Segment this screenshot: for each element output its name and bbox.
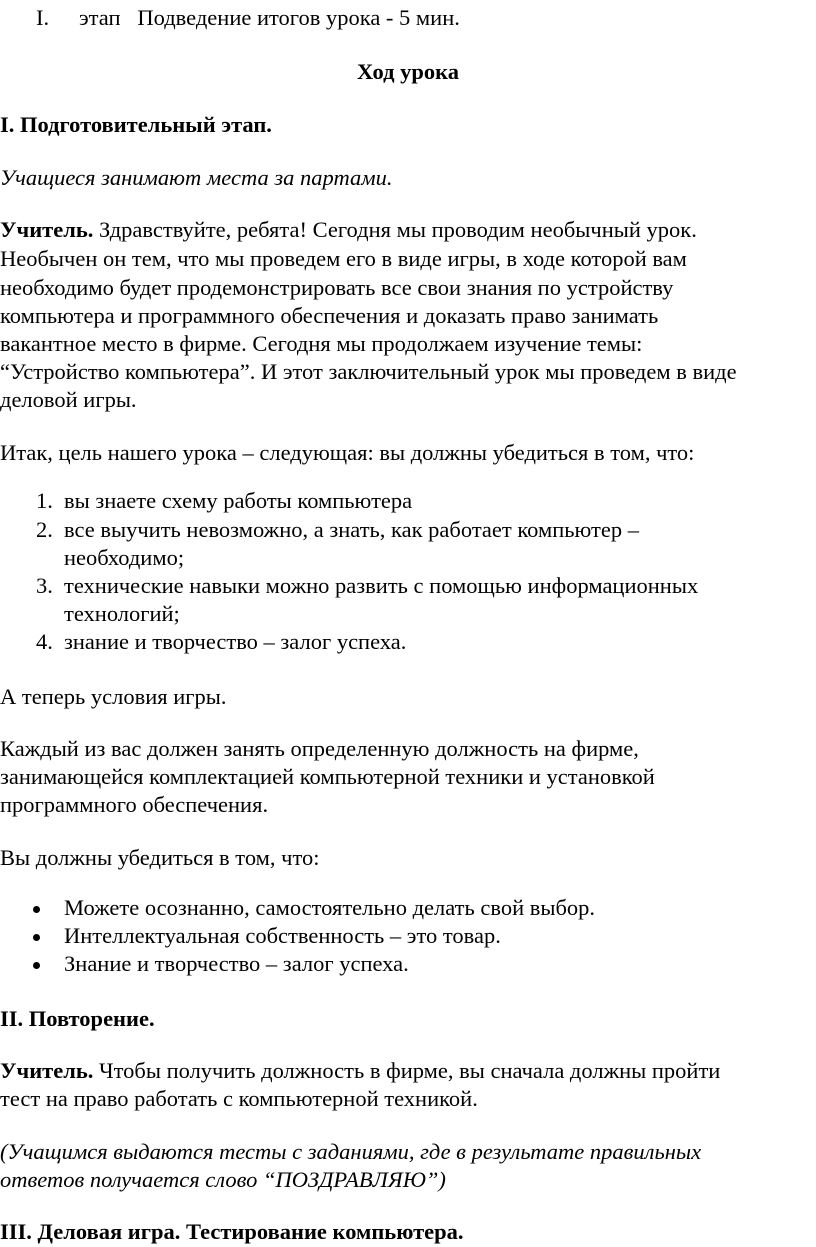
teacher-line-2: Необычен он тем, что мы проведем его в виде игры, в ходе которой вам	[0, 246, 687, 271]
list-marker: 3.	[36, 573, 53, 598]
teacher-line-7: деловой игры.	[0, 387, 137, 412]
stage-text: этап Подведение итогов урока - 5 мин.	[79, 5, 460, 30]
teacher-label: Учитель.	[0, 1058, 94, 1083]
section-1-note: Учащиеся занимают места за партами.	[0, 165, 393, 190]
section-2-heading: II. Повторение.	[0, 1006, 155, 1031]
list-text: технологий;	[64, 601, 180, 626]
list-text: технические навыки можно развить с помощью информационных	[64, 573, 699, 598]
bullet-icon	[33, 906, 40, 913]
list-marker: 2.	[36, 517, 53, 542]
list-marker: 1.	[36, 488, 53, 513]
list-text: знание и творчество – залог успеха.	[64, 629, 407, 654]
list-text: Можете осознанно, самостоятельно делать свой выбор.	[64, 895, 596, 920]
note-line-1: (Учащимся выдаются тесты с заданиями, где в результате правильных	[0, 1139, 702, 1164]
teacher-line-text: Здравствуйте, ребята! Сегодня мы проводим необычный урок.	[93, 217, 697, 242]
rules-intro: А теперь условия игры.	[0, 684, 227, 709]
teacher-line-1	[0, 1055, 810, 1086]
teacher-line-6: “Устройство компьютера”. И этот заключительный урок мы проведем в виде	[0, 359, 737, 384]
stage-numeral: I.	[36, 5, 50, 30]
goal-intro: Итак, цель нашего урока – следующая: вы должны убедиться в том, что:	[0, 440, 695, 465]
list-marker: 4.	[36, 629, 53, 654]
section-3-heading: III. Деловая игра. Тестирование компьютера.	[0, 1219, 464, 1244]
verify-intro: Вы должны убедиться в том, что:	[0, 845, 320, 870]
page-title: Ход урока	[356, 59, 460, 84]
teacher-line-text: Чтобы получить должность в фирме, вы сначала должны пройти	[93, 1058, 721, 1083]
section-1-heading: I. Подготовительный этап.	[0, 112, 272, 137]
rules-line-1: Каждый из вас должен занять определенную должность на фирме,	[0, 736, 639, 761]
teacher-line-2: тест на право работать с компьютерной техникой.	[0, 1086, 478, 1111]
teacher-line-3: необходимо будет продемонстрировать все свои знания по устройству	[0, 275, 674, 300]
rules-line-3: программного обеспечения.	[0, 792, 269, 817]
teacher-label: Учитель.	[0, 217, 94, 242]
list-text: вы знаете схему работы компьютера	[64, 488, 413, 513]
bullet-icon	[33, 934, 40, 941]
teacher-line-1	[0, 214, 810, 245]
list-text: все выучить невозможно, а знать, как работает компьютер –	[64, 517, 639, 542]
rules-line-2: занимающейся комплектацией компьютерной техники и установкой	[0, 764, 655, 789]
note-line-2: ответов получается слово “ПОЗДРАВЛЯЮ”)	[0, 1167, 446, 1192]
teacher-line-4: компьютера и программного обеспечения и доказать право занимать	[0, 303, 659, 328]
list-text: Знание и творчество – залог успеха.	[64, 951, 409, 976]
list-text: Интеллектуальная собственность – это товар.	[64, 923, 501, 948]
teacher-line-5: вакантное место в фирме. Сегодня мы продолжаем изучение темы:	[0, 331, 643, 356]
bullet-icon	[33, 962, 40, 969]
list-text: необходимо;	[64, 545, 185, 570]
